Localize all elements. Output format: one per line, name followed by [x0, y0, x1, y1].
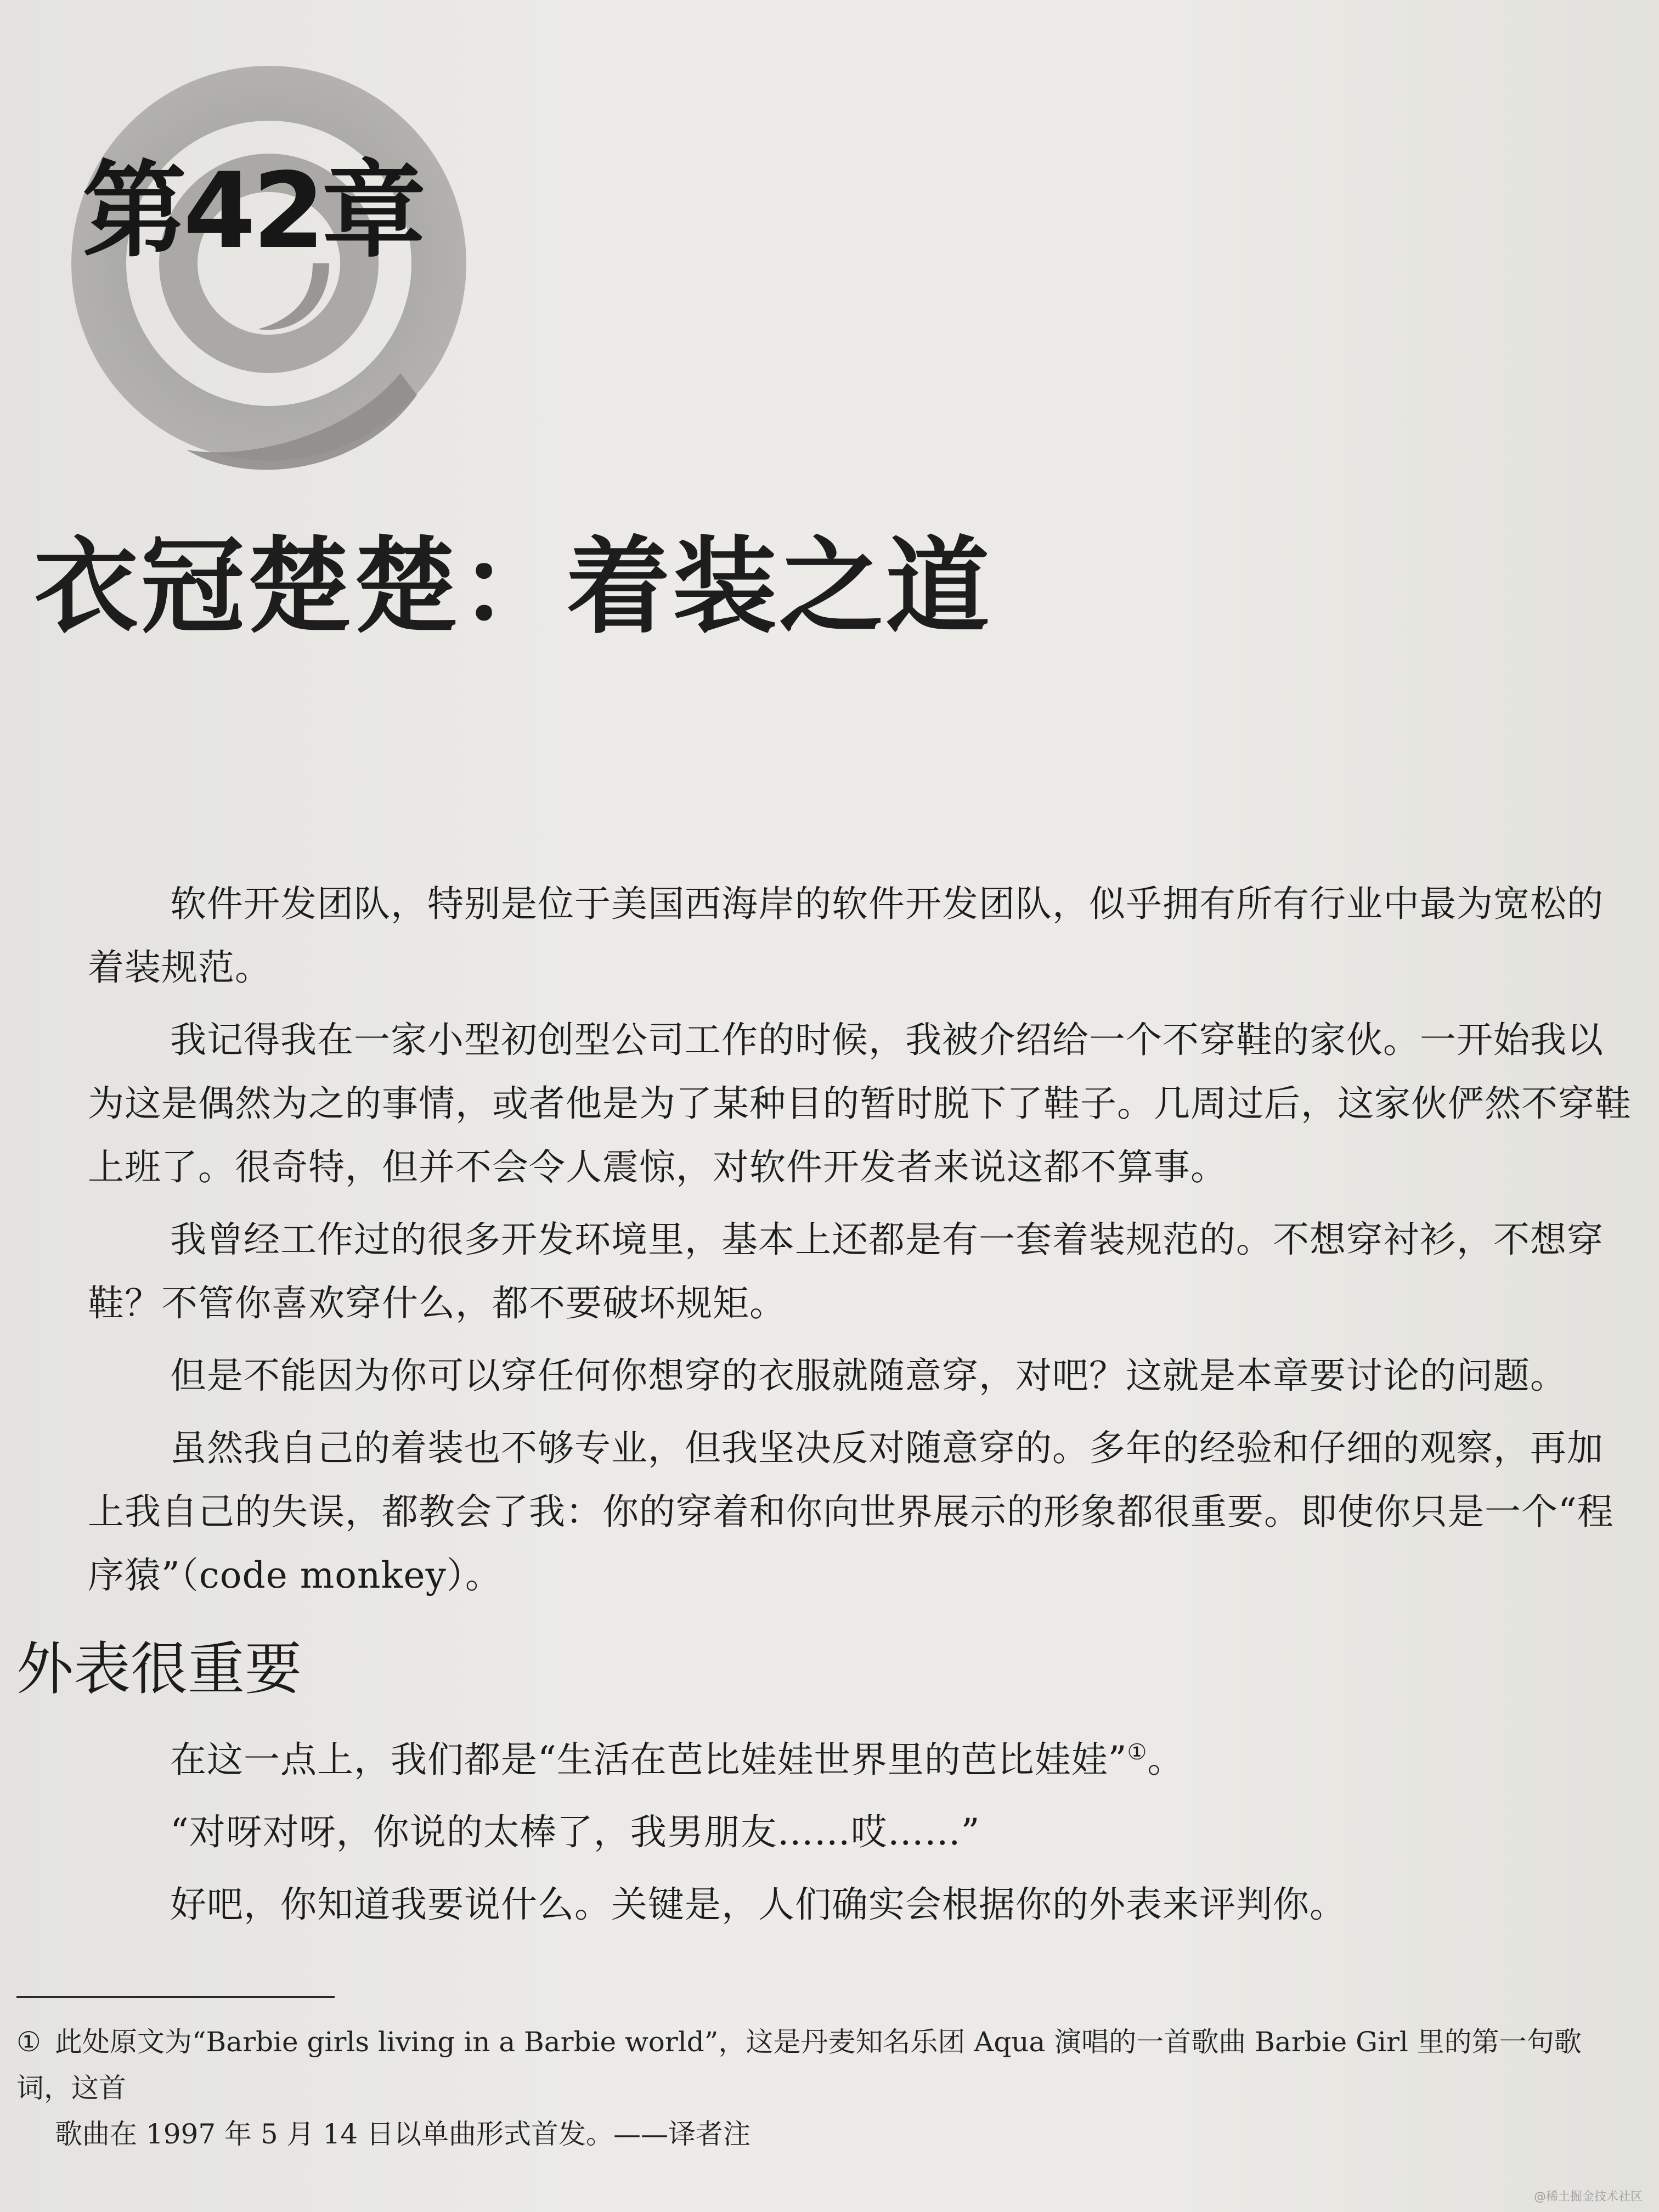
section-paragraph: 好吧，你知道我要说什么。关键是，人们确实会根据你的外表来评判你。 — [170, 1883, 1346, 1926]
section-body — [88, 1728, 1635, 1945]
section-paragraph-text: 在这一点上，我们都是“生活在芭比娃娃世界里的芭比娃娃” — [170, 1739, 1127, 1781]
body-paragraph: 但是不能因为你可以穿任何你想穿的衣服就随意穿，对吧？这就是本章要讨论的问题。 — [170, 1355, 1567, 1397]
footnote-text: 此处原文为“Barbie girls living in a Barbie world”，这是丹麦知名乐团 Aqua 演唱的一首歌曲 Barbie Girl 里的第一句歌词，这首 — [16, 2026, 1582, 2104]
section-paragraph — [88, 1728, 1635, 1792]
chapter-title: 衣冠楚楚：着装之道 — [34, 526, 992, 647]
chapter-body — [88, 872, 1635, 1616]
watermark: @稀土掘金技术社区 — [1533, 2190, 1643, 2204]
body-paragraph: 软件开发团队，特别是位于美国西海岸的软件开发团队，似乎拥有所有行业中最为宽松的着装规范。 — [88, 883, 1604, 989]
footnote — [16, 2019, 1635, 2157]
section-paragraph: “对呀对呀，你说的太棒了，我男朋友……哎……” — [170, 1811, 980, 1853]
body-paragraph: 我曾经工作过的很多开发环境里，基本上还都是有一套着装规范的。不想穿衬衫，不想穿鞋？不管你喜欢穿什么，都不要破坏规矩。 — [88, 1218, 1604, 1324]
body-paragraph: 我记得我在一家小型初创型公司工作的时候，我被介绍给一个不穿鞋的家伙。一开始我以为这是偶然为之的事情，或者他是为了某种目的暂时脱下了鞋子。几周过后，这家伙俨然不穿鞋上班了。很奇特，但并不会令人震惊，对软件开发者来说这都不算事。 — [88, 1019, 1632, 1188]
footnote-line — [16, 2019, 1635, 2111]
footnote-number: ① — [16, 2026, 41, 2058]
body-paragraph: 虽然我自己的着装也不够专业，但我坚决反对随意穿的。多年的经验和仔细的观察，再加上我自己的失误，都教会了我：你的穿着和你向世界展示的形象都很重要。即使你只是一个“程序猿”（code monkey）。 — [88, 1427, 1614, 1596]
section-heading: 外表很重要 — [16, 1635, 302, 1702]
footnote-reference: ① — [1127, 1740, 1148, 1765]
footnote-text-continued: 歌曲在 1997 年 5 月 14 日以单曲形式首发。——译者注 — [55, 2118, 751, 2150]
section-paragraph-end: 。 — [1147, 1739, 1184, 1781]
chapter-number: 第42章 — [82, 150, 423, 272]
footnote-divider — [16, 1996, 335, 1998]
